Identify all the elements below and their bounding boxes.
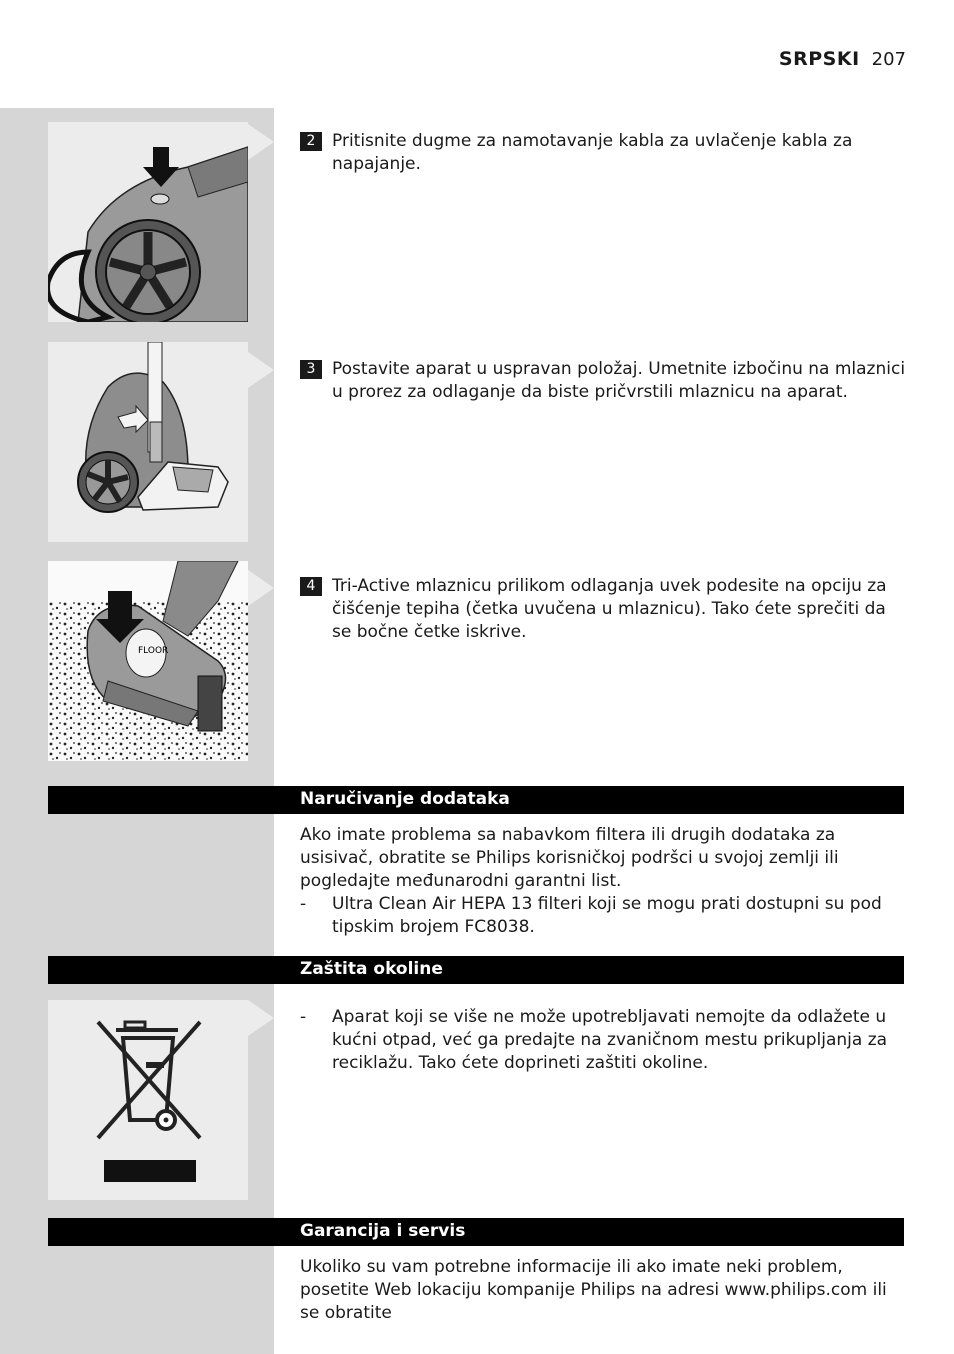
section-heading-warranty — [48, 1218, 904, 1246]
illustration-pointer — [248, 352, 274, 388]
environment-bullet — [300, 1006, 904, 1075]
page-number: 207 — [871, 49, 906, 70]
step-4 — [300, 575, 910, 644]
accessories-bullet — [300, 893, 904, 939]
nozzle-dial-label: FLOOR — [138, 646, 169, 656]
warranty-paragraph: Ukoliko su vam potrebne informacije ili ako imate neki problem, posetite Web lokaciju kompanije Philips na adresi www.philips.com ili se obratite — [300, 1257, 887, 1323]
step-number: 2 — [300, 132, 322, 151]
language-label: SRPSKI — [778, 48, 860, 70]
accessories-paragraph: Ako imate problema sa nabavkom filtera ili drugih dodataka za usisivač, obratite se Philips korisničkoj podršci u svojoj zemlji ili pogledajte međunarodni garantni list. — [300, 825, 839, 891]
step-text: Pritisnite dugme za namotavanje kabla za uvlačenje kabla za napajanje. — [332, 131, 853, 174]
section-title: Zaštita okoline — [300, 959, 443, 979]
page-header — [779, 48, 906, 70]
step-text: Postavite aparat u uspravan položaj. Umetnite izbočinu na mlaznici u prorez za odlaganje da biste pričvrstili mlaznicu na aparat. — [332, 359, 906, 402]
recycle-bin-illustration — [48, 1000, 248, 1200]
carpet-setting-illustration — [48, 561, 248, 761]
section-title: Naručivanje dodataka — [300, 789, 510, 809]
accessories-body — [300, 824, 904, 939]
bullet-marker: - — [300, 1007, 307, 1027]
illustration-pointer — [248, 124, 274, 160]
step-number: 3 — [300, 360, 322, 379]
bullet-marker: - — [300, 894, 307, 914]
illustration-pointer — [248, 1000, 274, 1036]
crossed-out-bin-icon — [48, 1000, 248, 1200]
warranty-body — [300, 1256, 904, 1325]
section-title: Garancija i servis — [300, 1221, 466, 1241]
step-text: Tri-Active mlaznicu prilikom odlaganja uvek podesite na opciju za čišćenje tepiha (četka uvučena u mlaznicu). Tako ćete sprečiti da se bočne četke iskrive. — [332, 576, 887, 642]
cord-rewind-illustration — [48, 122, 248, 322]
section-heading-accessories — [48, 786, 904, 814]
nozzle-parking-illustration — [48, 342, 248, 542]
step-number: 4 — [300, 577, 322, 596]
bullet-text: Ultra Clean Air HEPA 13 filteri koji se mogu prati dostupni su pod tipskim brojem FC8038. — [332, 894, 882, 937]
step-3 — [300, 358, 910, 404]
illustration-pointer — [248, 570, 274, 606]
step-2 — [300, 130, 910, 176]
environment-body — [300, 1006, 904, 1075]
bullet-text: Aparat koji se više ne može upotrebljavati nemojte da odlažete u kućni otpad, već ga predajte na zvaničnom mestu prikupljanja za reciklažu. Tako ćete doprineti zaštiti okoline. — [332, 1007, 888, 1073]
section-heading-environment — [48, 956, 904, 984]
